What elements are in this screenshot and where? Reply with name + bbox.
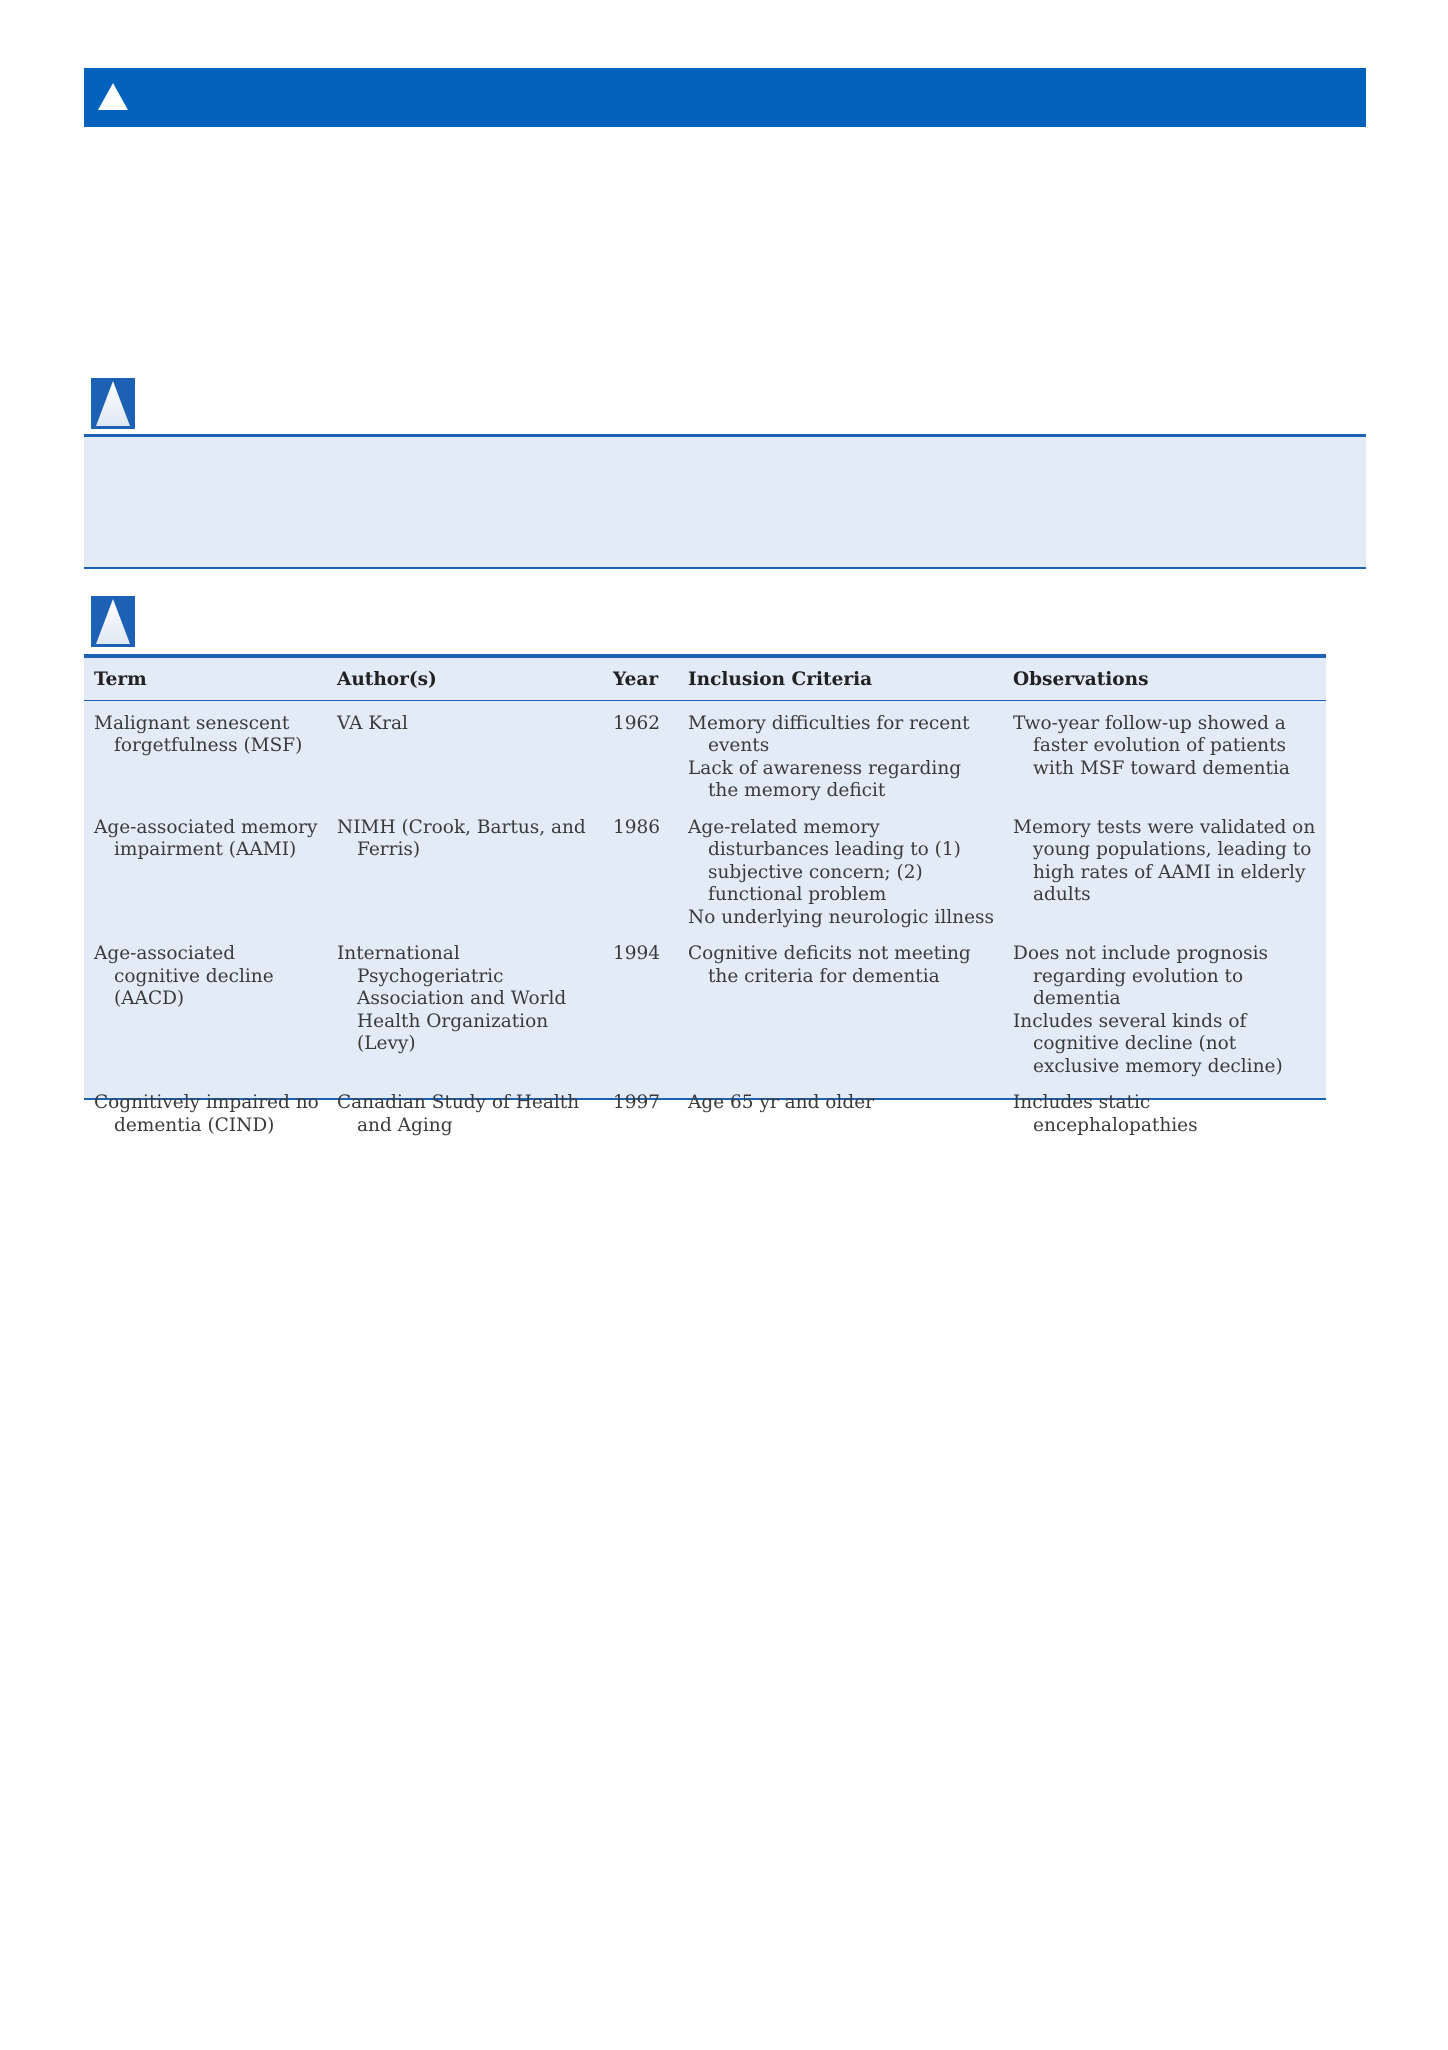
section-marker-icon bbox=[91, 378, 135, 429]
cell-text: Age 65 yr and older bbox=[688, 1092, 874, 1113]
table-row bbox=[84, 700, 1326, 803]
cell-text: Cognitively impaired no dementia (CIND) bbox=[94, 1092, 319, 1136]
cell-term bbox=[84, 1078, 327, 1143]
table-row bbox=[84, 803, 1326, 930]
cell-observations bbox=[1003, 1078, 1326, 1143]
cell-observations bbox=[1003, 803, 1326, 930]
cell-year: 1986 bbox=[613, 816, 661, 838]
cell-text: Includes static encephalopathies bbox=[1013, 1092, 1198, 1136]
column-header-term: Term bbox=[84, 658, 327, 700]
triangle-up-icon bbox=[98, 83, 128, 110]
column-header-observations: Observations bbox=[1003, 658, 1326, 700]
cell-text: Age-associated memory impairment (AAMI) bbox=[94, 816, 318, 860]
cell-authors bbox=[327, 803, 603, 930]
cell-text: Two-year follow-up showed a faster evolution of patients with MSF toward dementia bbox=[1013, 712, 1290, 779]
column-header-year: Year bbox=[603, 658, 678, 700]
table-header-row bbox=[84, 658, 1326, 700]
column-header-authors: Author(s) bbox=[327, 658, 603, 700]
cell-text: No underlying neurologic illness bbox=[688, 906, 995, 928]
cell-text: International Psychogeriatric Association and World Health Organization (Levy) bbox=[337, 943, 567, 1054]
cell-authors bbox=[327, 700, 603, 803]
cell-authors bbox=[327, 1078, 603, 1143]
cell-text: Age-associated cognitive decline (AACD) bbox=[94, 943, 274, 1009]
cell-inclusion bbox=[678, 1078, 1003, 1143]
criteria-table bbox=[84, 658, 1326, 1143]
criteria-table-container bbox=[84, 654, 1326, 1136]
cell-term bbox=[84, 929, 327, 1078]
cell-text: Does not include prognosis regarding evolution to dementia bbox=[1013, 943, 1268, 1009]
shaded-panel bbox=[84, 437, 1366, 567]
cell-inclusion bbox=[678, 929, 1003, 1078]
cell-text: Cognitive deficits not meeting the criteria for dementia bbox=[688, 943, 971, 987]
cell-observations bbox=[1003, 700, 1326, 803]
header-bar bbox=[84, 68, 1366, 127]
cell-inclusion bbox=[678, 803, 1003, 930]
cell-authors bbox=[327, 929, 603, 1078]
cell-text: NIMH (Crook, Bartus, and Ferris) bbox=[337, 816, 586, 860]
cell-text: Includes several kinds of cognitive decline (not exclusive memory decline) bbox=[1013, 1010, 1283, 1077]
cell-year: 1997 bbox=[613, 1092, 661, 1113]
table-row bbox=[84, 929, 1326, 1078]
cell-year: 1962 bbox=[613, 712, 661, 734]
cell-inclusion bbox=[678, 700, 1003, 803]
cell-text: Malignant senescent forgetfulness (MSF) bbox=[94, 712, 303, 756]
panel-divider bbox=[84, 567, 1366, 569]
cell-text: VA Kral bbox=[337, 712, 408, 734]
cell-text: Age-related memory disturbances leading to (1) subjective concern; (2) functional problem bbox=[688, 816, 961, 905]
section-marker-icon bbox=[91, 596, 135, 647]
cell-text: Lack of awareness regarding the memory deficit bbox=[688, 757, 962, 801]
cell-text: Memory difficulties for recent events bbox=[688, 712, 970, 756]
cell-term bbox=[84, 803, 327, 930]
cell-term bbox=[84, 700, 327, 803]
cell-text: Memory tests were validated on young populations, leading to high rates of AAMI in elderly adults bbox=[1013, 816, 1316, 905]
table-row bbox=[84, 1078, 1326, 1143]
cell-text: Canadian Study of Health and Aging bbox=[337, 1092, 580, 1136]
column-header-inclusion-criteria: Inclusion Criteria bbox=[678, 658, 1003, 700]
cell-observations bbox=[1003, 929, 1326, 1078]
cell-year: 1994 bbox=[613, 943, 661, 964]
